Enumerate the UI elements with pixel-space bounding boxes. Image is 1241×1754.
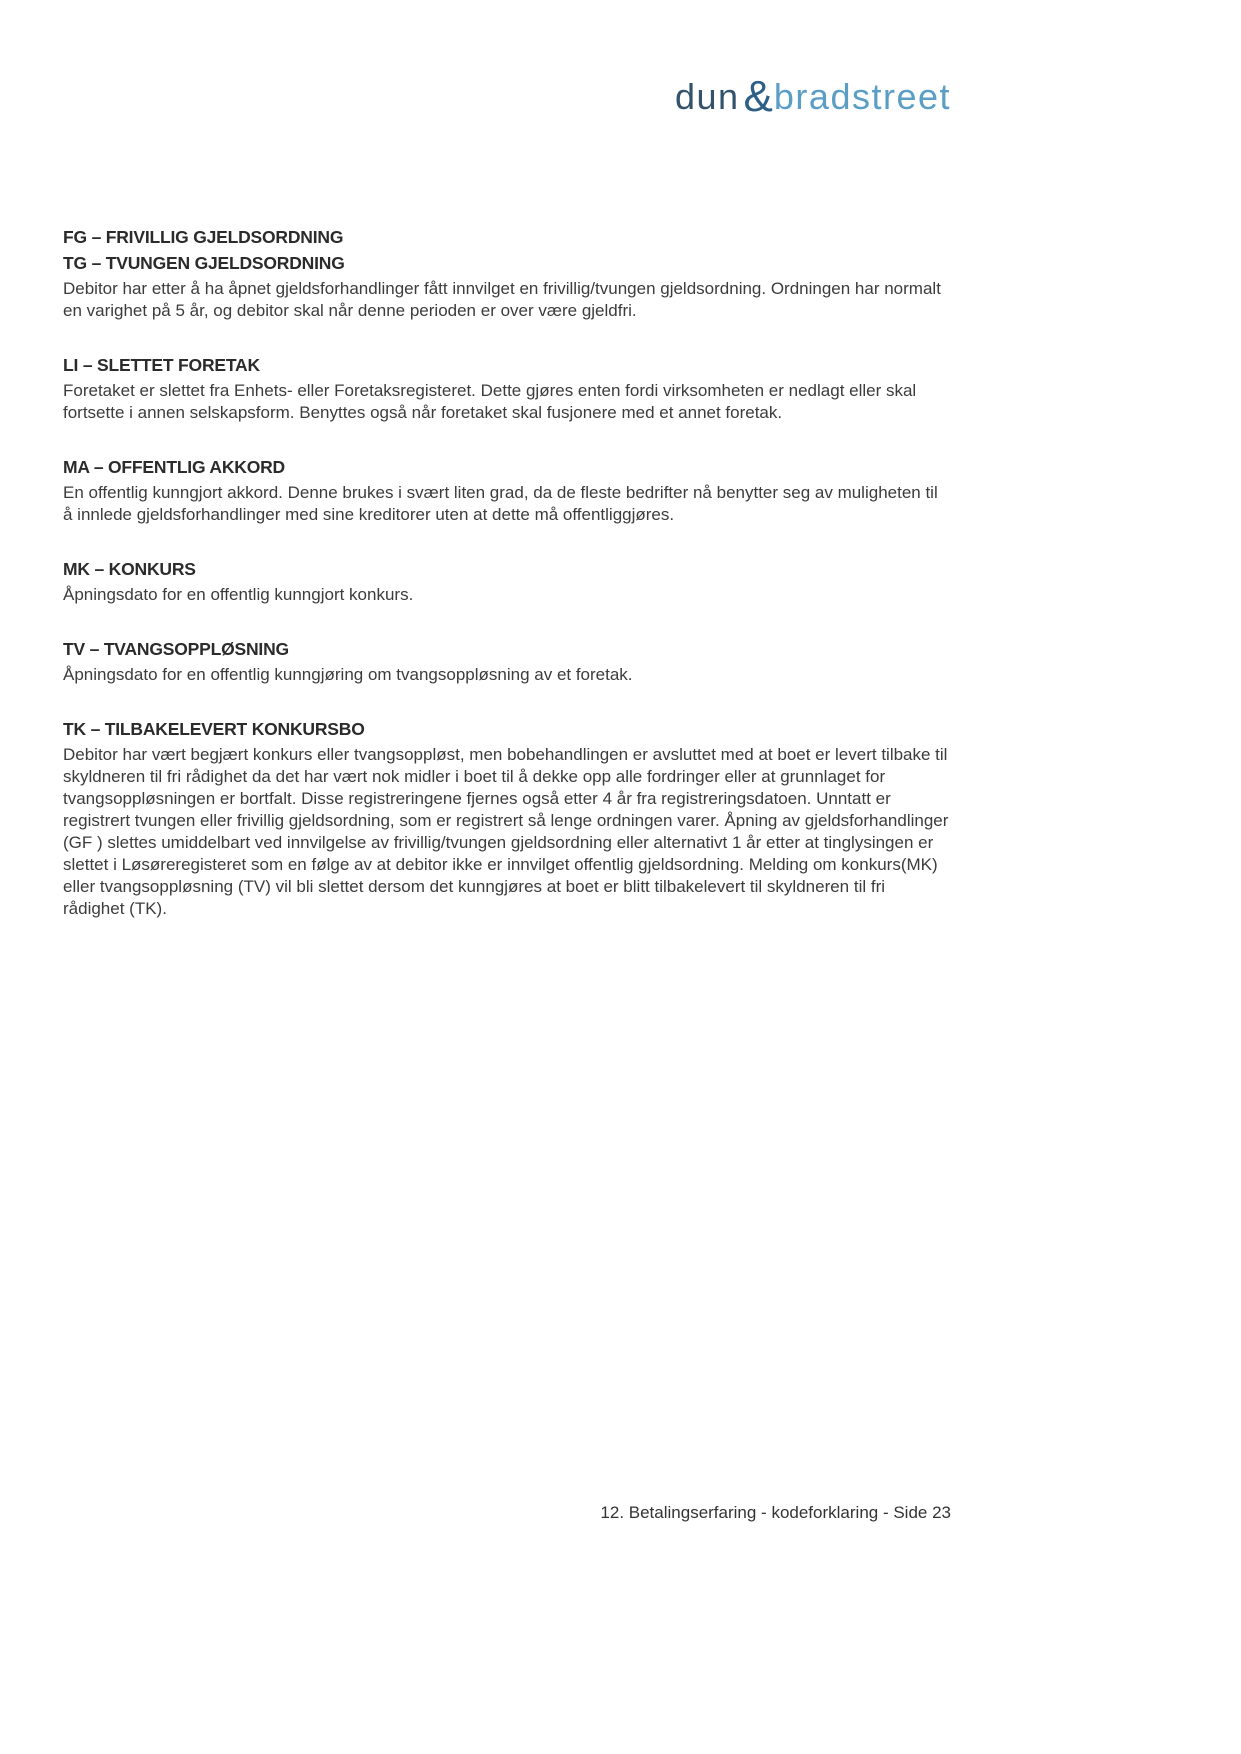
page-footer xyxy=(600,1502,951,1524)
section-body-fg-tg: Debitor har etter å ha åpnet gjeldsforhandlinger fått innvilget en frivillig/tvungen gjeldsordning. Ordningen har normalt en varighet på 5 år, og debitor skal når denne perioden er over være gjeldfri. xyxy=(63,279,941,320)
section-heading-ma: MA – OFFENTLIG AKKORD xyxy=(63,457,285,477)
logo-ampersand-icon: & xyxy=(743,72,773,121)
logo-text-bradstreet: bradstreet xyxy=(773,76,951,117)
logo-text-dun: dun xyxy=(674,76,740,117)
section-fg-tg xyxy=(63,224,951,322)
section-heading-fg: FG – FRIVILLIG GJELDSORDNING xyxy=(63,227,344,247)
section-heading-li: LI – SLETTET FORETAK xyxy=(63,355,260,375)
section-heading-mk: MK – KONKURS xyxy=(63,559,196,579)
section-heading-tv: TV – TVANGSOPPLØSNING xyxy=(63,639,289,659)
section-heading-tk: TK – TILBAKELEVERT KONKURSBO xyxy=(63,719,365,739)
code-explanation-list xyxy=(63,224,951,950)
section-li xyxy=(63,352,951,424)
dnb-logo xyxy=(675,70,951,120)
section-mk xyxy=(63,556,951,606)
section-body-ma: En offentlig kunngjort akkord. Denne brukes i svært liten grad, da de fleste bedrifter nå benytter seg av muligheten til å innlede gjeldsforhandlinger med sine kreditorer uten at dette må offentliggjøres. xyxy=(63,483,938,524)
footer-text: 12. Betalingserfaring - kodeforklaring - Side 23 xyxy=(600,1503,951,1522)
section-body-mk: Åpningsdato for en offentlig kunngjort konkurs. xyxy=(63,585,414,604)
section-body-tv: Åpningsdato for en offentlig kunngjøring om tvangsoppløsning av et foretak. xyxy=(63,665,633,684)
section-tk xyxy=(63,716,951,920)
section-heading-tg: TG – TVUNGEN GJELDSORDNING xyxy=(63,253,345,273)
section-ma xyxy=(63,454,951,526)
section-tv xyxy=(63,636,951,686)
section-body-li: Foretaket er slettet fra Enhets- eller Foretaksregisteret. Dette gjøres enten fordi virksomheten er nedlagt eller skal fortsette i annen selskapsform. Benyttes også når foretaket skal fusjonere med et annet foretak. xyxy=(63,381,917,422)
section-body-tk: Debitor har vært begjært konkurs eller tvangsoppløst, men bobehandlingen er avsluttet med at boet er levert tilbake til skyldneren til fri rådighet da det har vært nok midler i boet til å dekke opp alle fordringer eller at grunnlaget for tvangsoppløsningen er bortfalt. Disse registreringene fjernes også etter 4 år fra registreringsdatoen. Unntatt er registrert tvungen eller frivillig gjeldsordning, som er registrert så lenge ordningen varer. Åpning av gjeldsforhandlinger (GF ) slettes umiddelbart ved innvilgelse av frivillig/tvungen gjeldsordning eller alternativt 1 år etter at tinglysingen er slettet i Løsøreregisteret som en følge av at debitor ikke er innvilget offentlig gjeldsordning. Melding om konkurs(MK) eller tvangsoppløsning (TV) vil bli slettet dersom det kunngjøres at boet er blitt tilbakelevert til skyldneren til fri rådighet (TK). xyxy=(63,745,949,918)
